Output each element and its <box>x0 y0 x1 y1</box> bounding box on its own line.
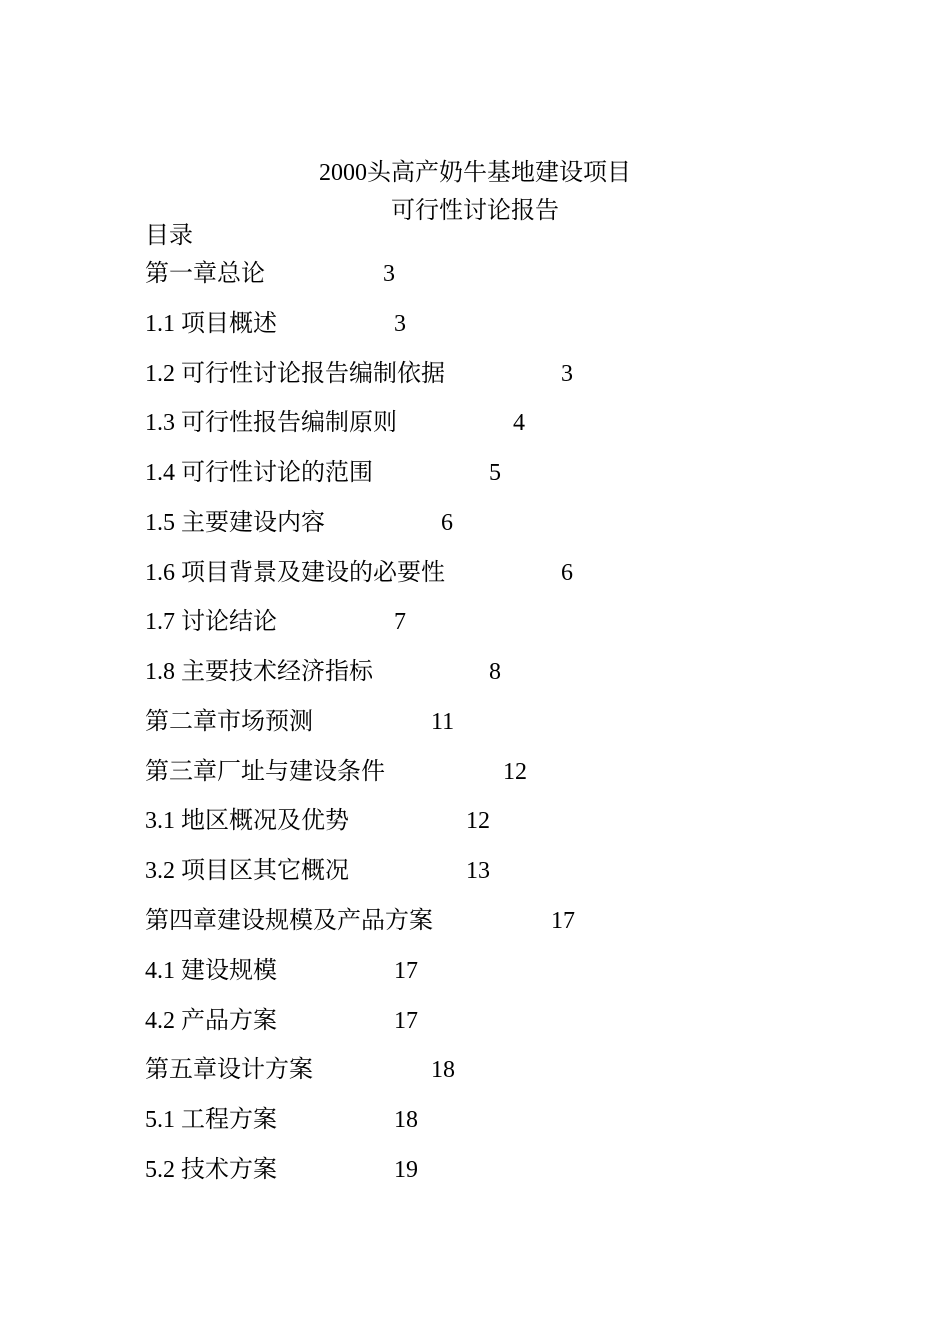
toc-entry-label: 5.2 技术方案 <box>145 1157 277 1183</box>
toc-entry-label: 第五章设计方案 <box>145 1057 313 1083</box>
toc-entry-label: 第一章总论 <box>145 261 265 287</box>
toc-entry-label: 1.2 可行性讨论报告编制依据 <box>145 361 445 387</box>
toc-entry-label: 3.1 地区概况及优势 <box>145 808 349 834</box>
toc-entry-page: 18 <box>431 1057 455 1083</box>
toc-entry-label: 1.7 讨论结论 <box>145 609 277 635</box>
toc-entry-label: 1.4 可行性讨论的范围 <box>145 460 373 486</box>
toc-entry-page: 19 <box>394 1157 418 1183</box>
document-title: 2000头高产奶牛基地建设项目 <box>319 160 631 186</box>
toc-entry-label: 4.2 产品方案 <box>145 1008 277 1034</box>
toc-entry-page: 4 <box>513 410 525 436</box>
toc-entry-page: 12 <box>503 759 527 785</box>
toc-entry-label: 3.2 项目区其它概况 <box>145 858 349 884</box>
toc-entry-page: 12 <box>466 808 490 834</box>
toc-entry-page: 6 <box>561 560 573 586</box>
toc-entry-label: 第三章厂址与建设条件 <box>145 759 385 785</box>
toc-entry-page: 8 <box>489 659 501 685</box>
toc-entry-label: 1.3 可行性报告编制原则 <box>145 410 397 436</box>
toc-entry-label: 1.5 主要建设内容 <box>145 510 325 536</box>
toc-entry-page: 3 <box>561 361 573 387</box>
toc-entry-label: 1.6 项目背景及建设的必要性 <box>145 560 445 586</box>
toc-entry-label: 4.1 建设规模 <box>145 958 277 984</box>
toc-entry-page: 5 <box>489 460 501 486</box>
toc-entry-page: 7 <box>394 609 406 635</box>
toc-entry-label: 第四章建设规模及产品方案 <box>145 908 433 934</box>
toc-entry-page: 11 <box>431 709 455 735</box>
toc-entry-page: 18 <box>394 1107 418 1133</box>
toc-entry-label: 1.1 项目概述 <box>145 311 277 337</box>
toc-entry-label: 第二章市场预测 <box>145 709 313 735</box>
toc-entry-label: 1.8 主要技术经济指标 <box>145 659 373 685</box>
toc-heading: 目录 <box>145 223 193 249</box>
toc-entry-page: 3 <box>383 261 395 287</box>
toc-entry-page: 17 <box>394 958 418 984</box>
toc-entry-page: 3 <box>394 311 406 337</box>
toc-entry-page: 6 <box>441 510 453 536</box>
toc-entry-page: 17 <box>551 908 575 934</box>
toc-entry-label: 5.1 工程方案 <box>145 1107 277 1133</box>
document-subtitle: 可行性讨论报告 <box>391 198 559 224</box>
toc-entry-page: 17 <box>394 1008 418 1034</box>
toc-entry-page: 13 <box>466 858 490 884</box>
